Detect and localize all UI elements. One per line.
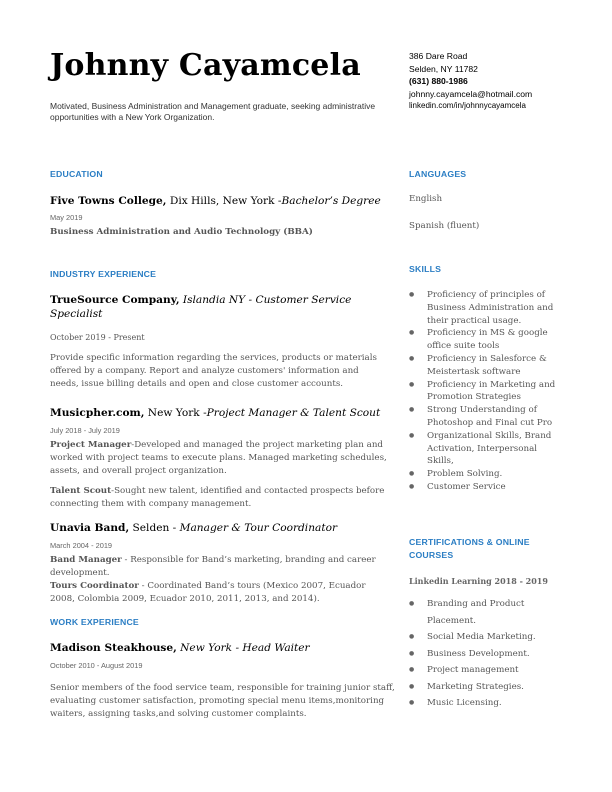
job-description-tours (50, 580, 390, 606)
certification-item: ● Marketing Strategies. (409, 679, 559, 696)
skills-list (409, 289, 559, 494)
job-date: October 2019 - Present (50, 333, 145, 342)
skill-item: ● Organizational Skills, Brand Activation, Interpersonal Skills, (409, 430, 559, 468)
job-date: March 2004 - 2019 (50, 541, 113, 550)
skill-item: ● Customer Service (409, 481, 559, 494)
role-label: Project Manager (50, 440, 132, 450)
certifications-heading (409, 536, 530, 561)
certification-item: ● Project management (409, 662, 559, 679)
role-text: - Responsible for Band’s marketing, branding and career development. (50, 555, 376, 578)
certification-item: ● Branding and Product Placement. (409, 596, 559, 629)
job-title-truesource (50, 294, 351, 321)
work-role: New York - Head Waiter (176, 642, 310, 654)
work-date: October 2010 - August 2019 (50, 661, 143, 670)
education-major: Business Administration and Audio Technology (BBA) (50, 227, 313, 237)
certifications-heading-line2: COURSES (409, 549, 454, 560)
language-item: English (409, 194, 443, 204)
role-label: Tours Coordinator (50, 581, 139, 591)
job-role: Project Manager & Talent Scout (206, 407, 381, 419)
skills-heading: SKILLS (409, 264, 442, 274)
language-item: Spanish (fluent) (409, 221, 480, 231)
skill-item: ● Proficiency in Marketing and Promotion Strategies (409, 379, 559, 405)
job-date: July 2018 - July 2019 (50, 426, 120, 435)
contact-street: 386 Dare Road (409, 51, 468, 61)
role-text: -Developed and managed the project marketing plan and worked with project teams to execute plans. Managed marketing schedules, assets, and overall project organization. (50, 440, 387, 476)
certification-item: ● Social Media Marketing. (409, 629, 559, 646)
skill-item: ● Proficiency of principles of Business Administration and their practical usage. (409, 289, 559, 327)
education-date: May 2019 (50, 213, 83, 222)
education-heading: EDUCATION (50, 169, 103, 179)
job-title-musicpher (50, 407, 380, 419)
certifications-provider: Linkedin Learning 2018 - 2019 (409, 576, 548, 586)
certifications-list (409, 596, 559, 712)
work-title (50, 642, 310, 654)
job-location: Selden - (129, 522, 180, 534)
education-location: Dix Hills, New York - (166, 195, 282, 207)
industry-heading: INDUSTRY EXPERIENCE (50, 269, 157, 279)
contact-email[interactable]: johnny.cayamcela@hotmail.com (409, 88, 533, 99)
job-description-manager (50, 554, 390, 580)
certification-item: ● Music Licensing. (409, 695, 559, 712)
job-role-cont: Specialist (50, 307, 103, 320)
job-role: Manager & Tour Coordinator (179, 522, 338, 534)
work-heading: WORK EXPERIENCE (50, 617, 139, 627)
education-degree: Bachelor’s Degree (281, 195, 381, 207)
job-description-scout (50, 485, 390, 511)
certifications-heading-line1: CERTIFICATIONS & ONLINE (409, 537, 530, 547)
candidate-name: Johnny Cayamcela (50, 48, 361, 83)
languages-heading: LANGUAGES (409, 169, 467, 179)
summary: Motivated, Business Administration and Management graduate, seeking administrative opportunities with a New York Organization. (50, 101, 376, 122)
job-description: Provide specific information regarding the services, products or materials offered by a company. Report and analyze customers' information and needs, issue billing details and open and close customer accounts. (50, 353, 377, 389)
job-description-pm (50, 439, 390, 477)
job-location: New York - (144, 407, 207, 419)
role-label: Talent Scout (50, 486, 112, 496)
role-text: - Coordinated Band’s tours (Mexico 2007, Ecuador 2008, Colombia 2009, Ecuador 2010, 2011, 2013, and 2014). (50, 581, 366, 604)
education-title (50, 195, 381, 207)
job-company: Unavia Band, (50, 522, 130, 534)
skill-item: ● Proficiency in Salesforce & Meistertask software (409, 353, 559, 379)
skill-item: ● Problem Solving. (409, 468, 559, 481)
job-role: Islandia NY - Customer Service (179, 294, 352, 306)
role-text: -Sought new talent, identified and contacted prospects before connecting them with company management. (50, 486, 385, 509)
contact-block (409, 50, 532, 113)
skill-item: ● Proficiency in MS & google office suite tools (409, 327, 559, 353)
work-description: Senior members of the food service team, responsible for training junior staff, evaluating customer satisfaction, promoting special menu items,monitoring waiters, assigning tasks,and solving customer complaints. (50, 683, 395, 719)
contact-city: Selden, NY 11782 (409, 63, 478, 74)
skill-item: ● Strong Understanding of Photoshop and Final cut Pro (409, 404, 559, 430)
job-company: TrueSource Company, (50, 294, 180, 306)
contact-phone: (631) 880-1986 (409, 76, 468, 86)
contact-linkedin[interactable]: linkedin.com/in/johnnycayamcela (409, 101, 526, 110)
certification-item: ● Business Development. (409, 646, 559, 663)
work-company: Madison Steakhouse, (50, 642, 177, 654)
education-school: Five Towns College, (50, 195, 167, 207)
role-label: Band Manager (50, 555, 122, 565)
job-company: Musicpher.com, (50, 407, 145, 419)
job-title-unavia (50, 522, 337, 534)
